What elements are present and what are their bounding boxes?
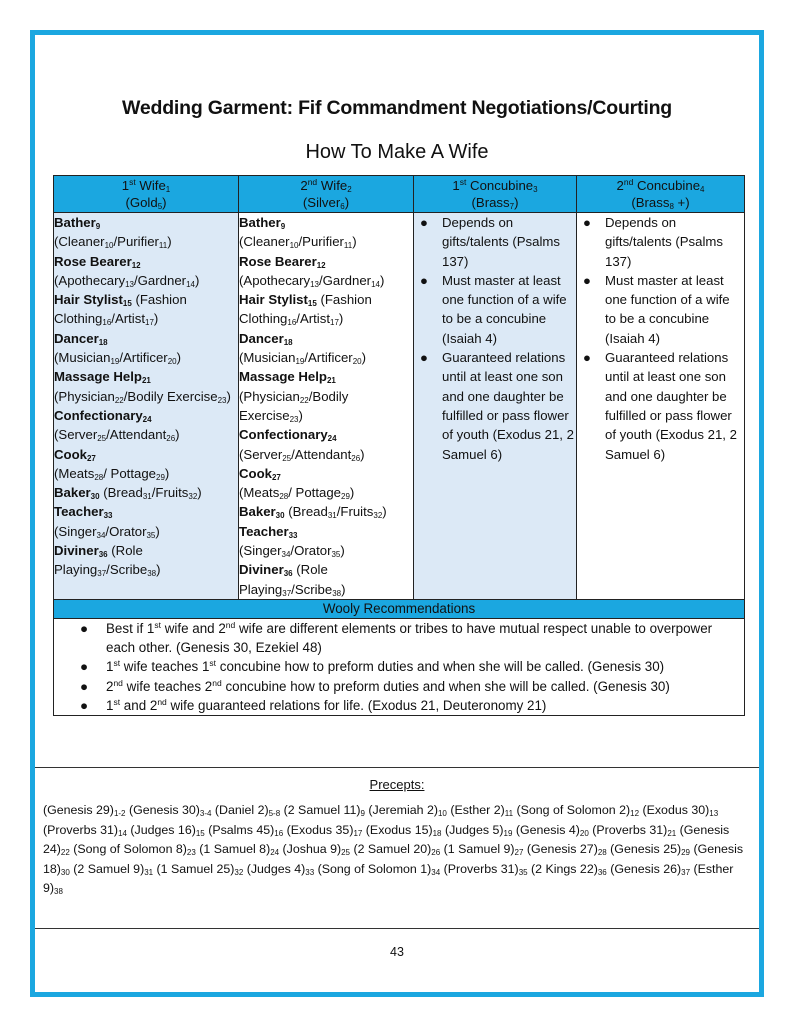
header-second-concubine [577,176,745,213]
duty-subscript: 31 [327,511,337,521]
duty-subscript: 16 [102,318,112,328]
duty-subscript: 16 [287,318,297,328]
duty-subscript: 10 [104,241,114,251]
header-title: 1st Wife$_1$ [121,177,171,194]
bullet-icon: ● [80,620,89,636]
duty-subscript: 28 [94,472,104,482]
header-first-concubine [414,176,577,213]
header-ordinal: nd [623,177,634,187]
header-metal-index: 8 [669,202,674,211]
recommendation-superscript: nd [225,619,236,630]
precept-subscript: 28 [597,848,607,857]
precept-subscript: 27 [514,848,524,857]
precept-subscript: 22 [60,848,70,857]
precept-subscript: 10 [437,809,447,818]
duty-subscript: 28 [279,492,289,502]
precept-subscript: 21 [667,828,677,838]
duty-entry: Massage Help$_{21}$ (Physician$_{22}$/Bodily Exercise$_{23}$) [239,369,349,424]
list-item: ● Depends on gifts/talents (Psalms 137) [420,215,560,269]
duty-subscript: 11 [158,241,168,251]
duty-name: Cook$_{27}$ [239,465,281,482]
duty-subscript: 19 [295,357,305,367]
duty-number: 9 [280,222,286,231]
duty-number: 18 [98,337,108,347]
precept-subscript: 16 [274,828,284,838]
duty-entry: Bather$_9$ (Cleaner$_{10}$/Purifier$_{11}$) [54,215,172,251]
header-title: 2nd Concubine$_4$ [616,177,705,194]
divider-top [35,767,759,768]
duty-subscript: 26 [166,434,176,444]
precept-subscript: 38 [54,887,63,896]
duty-name: Rose Bearer$_{12}$ [54,253,141,270]
duty-entry: Rose Bearer$_{12}$ (Apothecary$_{13}$/Gardner$_{14}$) [239,253,385,289]
duty-subscript: 32 [188,492,198,502]
duty-entry: Massage Help$_{21}$ (Physician$_{22}$/Bodily Exercise$_{23}$) [54,369,231,405]
precept-subscript: 24 [270,848,280,857]
precept-subscript: 33 [305,867,315,877]
duty-name: Baker$_{30}$ [54,485,100,502]
header-first-wife [54,176,239,213]
precept-subscript: 20 [579,828,589,838]
precept-subscript: 9 [360,809,365,818]
page-subtitle: How To Make A Wife [305,141,489,163]
duty-subscript: 19 [110,357,120,367]
header-title: 1st Concubine$_3$ [452,177,538,194]
duty-number: 21 [326,376,336,386]
header-index: 1 [165,185,171,194]
duty-number: 27 [271,472,281,482]
duty-name: Teacher$_{33}$ [239,523,298,540]
precept-subscript: 13 [709,809,719,818]
duty-subscript: 34 [96,530,106,540]
header-metal-index: 5 [157,202,163,211]
duty-name: Diviner$_{36}$ [239,562,293,579]
duty-subscript: 23 [217,395,227,405]
precepts-title: Precepts: [369,777,425,792]
bullet-icon: ● [583,272,591,288]
duty-name: Confectionary$_{24}$ [239,427,337,444]
header-metal-index: 6 [340,202,345,211]
duty-entry: Diviner$_{36}$ (Role Playing$_{37}$/Scribe$_{38}$) [239,562,346,598]
table-header-row [54,176,745,213]
list-item: ● Guaranteed relations until at least one son and one daughter be fulfilled or pass flower of youth (Exodus 21, 2 Samuel 6) [420,350,574,462]
recommendation-item: ● 1st and 2nd wife guaranteed relations for life. (Exodus 21, Deuteronomy 21) [54,696,744,715]
header-index: 3 [533,185,538,194]
header-metal: (Brass$_7$) [471,195,519,211]
duty-entry: Rose Bearer$_{12}$ (Apothecary$_{13}$/Gardner$_{14}$) [54,253,200,289]
header-ordinal: nd [307,177,318,187]
duty-number: 15 [122,299,132,309]
precept-subscript: 26 [431,848,441,857]
duty-subscript: 31 [142,492,152,502]
header-index: 4 [700,185,705,194]
first-concubine-terms [414,213,577,600]
duty-number: 9 [95,222,101,231]
duty-number: 21 [141,376,151,386]
precept-subscript: 15 [195,828,205,838]
recommendation-superscript: nd [212,677,222,688]
duty-name: Hair Stylist$_{15}$ [239,292,317,309]
second-concubine-terms [577,213,745,600]
duty-subscript: 37 [97,569,107,579]
recommendation-superscript: st [113,658,121,669]
roles-table [53,175,745,716]
recommendation-superscript: st [209,658,217,669]
precept-subscript: 32 [234,867,244,877]
precept-subscript: 30 [60,867,70,877]
header-title: 2nd Wife$_2$ [300,177,352,194]
duty-number: 33 [103,511,113,521]
duty-name: Hair Stylist$_{15}$ [54,292,132,309]
list-item: ● Guaranteed relations until at least one son and one daughter be fulfilled or pass flower of youth (Exodus 21, 2 Samuel 6) [583,350,737,462]
precept-subscript: 31 [144,867,154,877]
duty-number: 15 [307,299,317,309]
recommendation-superscript: nd [157,696,167,707]
duty-name: Teacher$_{33}$ [54,504,113,521]
duty-subscript: 38 [332,588,342,598]
bullet-icon: ● [583,215,591,230]
second-wife-duties [239,213,414,600]
duty-subscript: 11 [343,241,353,251]
header-metal: (Silver$_6$) [302,195,350,211]
recommendations-list [54,619,744,715]
duty-entry: Diviner$_{36}$ (Role Playing$_{37}$/Scribe$_{38}$) [54,543,161,579]
duty-subscript: 20 [352,357,362,367]
duty-entry: Hair Stylist$_{15}$ (Fashion Clothing$_{16}$/Artist$_{17}$) [239,292,372,328]
page-frame [30,30,764,997]
precept-subscript: 11 [504,809,514,818]
first-concubine-list [414,213,576,464]
duty-name: Cook$_{27}$ [54,446,96,463]
recommendation-item: ● 2nd wife teaches 2nd concubine how to preform duties and when she will be called. (Genesis 30) [54,677,744,696]
duty-subscript: 25 [97,434,107,444]
duty-number: 27 [86,453,96,463]
duty-subscript: 13 [125,279,135,289]
header-ordinal: st [459,177,467,187]
duty-entry: Dancer$_{18}$ (Musician$_{19}$/Artificer$_{20}$) [54,330,182,367]
precept-subscript: 35 [518,867,528,877]
page-title: Wedding Garment: Fif Commandment Negotiations/Courting [122,97,672,119]
first-wife-duties [54,213,239,600]
duty-subscript: 13 [310,279,320,289]
duty-name: Massage Help$_{21}$ [239,369,336,386]
duty-entry: Cook$_{27}$ (Meats$_{28}$/ Pottage$_{29}$) [54,446,170,482]
duty-number: 24 [327,434,337,444]
header-metal: (Gold$_5$) [125,195,167,211]
precept-subscript: 19 [503,828,513,838]
header-metal: (Brass$_8$ +) [631,195,690,211]
recommendation-superscript: nd [113,677,123,688]
precept-subscript: 12 [630,809,640,818]
precept-subscript: 18 [432,828,442,838]
duty-name: Massage Help$_{21}$ [54,369,151,386]
duty-subscript: 35 [146,530,156,540]
duty-name: Bather$_9$ [54,215,101,231]
duty-subscript: 34 [281,550,291,560]
recommendations-heading: Wooly Recommendations [54,599,745,618]
recommendation-superscript: st [154,619,162,630]
page-number: 43 [390,945,404,959]
duty-subscript: 22 [299,395,309,405]
duty-name: Dancer$_{18}$ [54,330,108,347]
duty-subscript: 38 [147,569,157,579]
duty-entry: Hair Stylist$_{15}$ (Fashion Clothing$_{16}$/Artist$_{17}$) [54,292,187,328]
duty-subscript: 32 [373,511,383,521]
duty-name: Rose Bearer$_{12}$ [239,253,326,270]
duty-name: Dancer$_{18}$ [239,330,293,347]
duty-number: 36 [98,550,108,560]
duty-number: 12 [316,260,326,270]
bullet-icon: ● [420,215,428,230]
duty-entry: Teacher$_{33}$ (Singer$_{34}$/Orator$_{35}$) [239,523,345,560]
duty-subscript: 22 [114,395,124,405]
second-concubine-list [577,213,744,464]
precept-subscript: 23 [186,848,196,857]
precepts-text: (Genesis $29)_{1-2}$ (Genesis $30)_{3-4}$ (Daniel $2)_{5-8}$ (2 Samuel $11)_9$ (Jeremiah $2)_{10}$ (Esther $2)_{11}$ (Song of Solomon $2)_{12}$ (Exodus $30)_{13}$ (Proverbs $31)_{14}$ (Judges $16)_{15}$ (Psalms $45)_{16}$ (Exodus $35)_{17}$ (Exodus $15)_{18}$ (Judges $5)_{19}$ (Genesis $4)_{20}$ (Proverbs $31)_{21}$ (Genesis $24)_{22}$ (Song of Solomon $8)_{23}$ (1 Samuel $8)_{24}$ (Joshua $9)_{25}$ (2 Samuel $20)_{26}$ (1 Samuel $9)_{27}$ (Genesis $27)_{28}$ (Genesis $25)_{29}$ (Genesis $18)_{30}$ (2 Samuel $9)_{31}$ (1 Samuel $25)_{32}$ (Judges $4)_{33}$ (Song of Solomon $1)_{34}$ (Proverbs $31)_{35}$ (2 Kings $22)_{36}$ (Genesis $26)_{37}$ (Esther $9)_{38}$ [43,803,744,896]
precept-subscript: 17 [353,828,363,838]
bullet-icon: ● [420,350,428,366]
bullet-icon: ● [420,272,428,288]
table-body-row [54,213,745,600]
divider-bottom [35,928,759,929]
recommendation-superscript: st [113,696,121,707]
precept-subscript: 29 [681,848,691,857]
duty-subscript: 26 [351,453,361,463]
header-ordinal: st [129,177,136,187]
duty-entry: Baker$_{30}$ (Bread$_{31}$/Fruits$_{32}$) [239,504,387,521]
duty-subscript: 17 [330,318,339,328]
bullet-icon: ● [80,659,89,675]
duty-number: 36 [283,569,293,579]
duty-entry: Baker$_{30}$ (Bread$_{31}$/Fruits$_{32}$) [54,485,202,502]
duty-subscript: 25 [282,453,292,463]
duty-name: Bather$_9$ [239,215,286,231]
duty-subscript: 14 [186,279,195,289]
duty-number: 24 [142,414,152,424]
duty-subscript: 23 [289,414,299,424]
duty-subscript: 10 [289,241,299,251]
duty-subscript: 14 [371,279,380,289]
precept-subscript: 34 [431,867,441,877]
duty-entry: Confectionary$_{24}$ (Server$_{25}$/Attendant$_{26}$) [54,407,180,444]
precept-subscript: 14 [118,828,127,838]
duty-subscript: 20 [167,357,177,367]
precept-subscript: 36 [597,867,607,877]
duty-subscript: 37 [282,588,292,598]
precept-subscript: 3-4 [199,809,212,818]
duty-entry: Cook$_{27}$ (Meats$_{28}$/ Pottage$_{29}$) [239,465,355,502]
precept-subscript: 25 [341,848,350,857]
recommendations-body [54,618,745,715]
precept-subscript: 1-2 [113,809,126,818]
duty-entry: Teacher$_{33}$ (Singer$_{34}$/Orator$_{35}$) [54,504,160,540]
duty-name: Baker$_{30}$ [239,504,285,521]
recommendation-item: ● Best if 1st wife and 2nd wife are different elements or tribes to have mutual respect unable to overpower each other. (Genesis 30, Ezekiel 48) [80,619,713,656]
recommendation-item: ● 1st wife teaches 1st concubine how to preform duties and when she will be called. (Genesis 30) [54,657,744,676]
header-second-wife [239,176,414,213]
duty-entry: Bather$_9$ (Cleaner$_{10}$/Purifier$_{11}$) [239,215,357,251]
precept-subscript: 5-8 [268,809,281,818]
duty-number: 30 [275,511,285,521]
header-index: 2 [347,185,352,194]
list-item: ● Must master at least one function of a wife to be a concubine (Isaiah 4) [583,272,730,346]
duty-subscript: 35 [331,550,341,560]
duty-number: 12 [131,260,141,270]
duty-number: 30 [90,492,100,502]
precept-subscript: 37 [681,867,691,877]
duty-subscript: 17 [145,318,154,328]
duty-entry: Confectionary$_{24}$ (Server$_{25}$/Attendant$_{26}$) [239,427,365,463]
list-item: ● Depends on gifts/talents (Psalms 137) [583,215,723,269]
duty-number: 33 [288,530,298,540]
duty-name: Diviner$_{36}$ [54,543,108,560]
duty-subscript: 29 [341,492,350,502]
bullet-icon: ● [80,678,89,694]
bullet-icon: ● [80,697,89,713]
duty-number: 18 [283,337,293,347]
header-metal-index: 7 [509,202,515,211]
duty-entry: Dancer$_{18}$ (Musician$_{19}$/Artificer$_{20}$) [239,330,367,367]
duty-name: Confectionary$_{24}$ [54,407,152,424]
duty-subscript: 29 [156,472,165,482]
list-item: ● Must master at least one function of a wife to be a concubine (Isaiah 4) [420,272,567,346]
bullet-icon: ● [583,350,591,366]
